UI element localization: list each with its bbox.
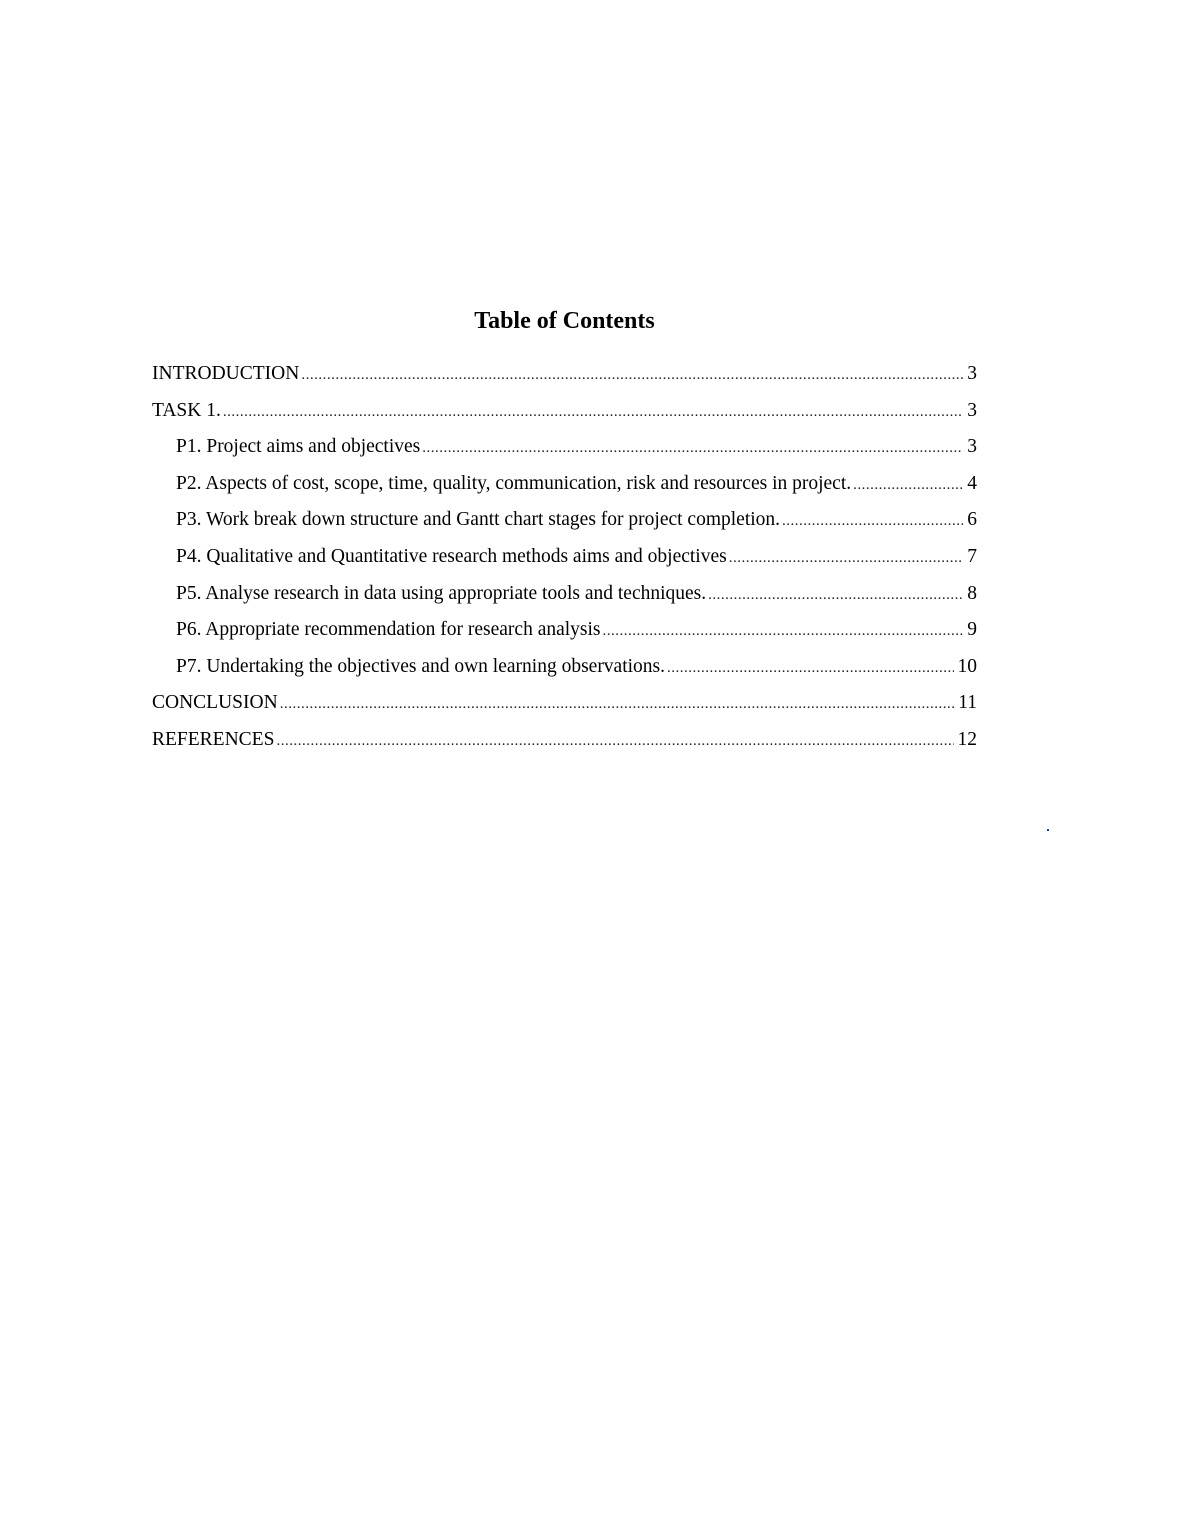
toc-list	[152, 356, 977, 759]
toc-entry-label: P7. Undertaking the objectives and own learning observations.	[176, 655, 666, 677]
toc-entry-label: P3. Work break down structure and Gantt chart stages for project completion.	[176, 509, 781, 531]
toc-entry-label: P4. Qualitative and Quantitative research methods aims and objectives	[176, 545, 727, 567]
toc-page-number: 3	[967, 436, 977, 458]
toc-entry-label: REFERENCES	[152, 728, 275, 750]
toc-dot-leader	[301, 357, 963, 394]
toc-dot-leader	[782, 503, 963, 540]
toc-dot-leader	[729, 540, 964, 577]
toc-dot-leader	[853, 467, 963, 504]
toc-dot-leader	[223, 394, 963, 431]
toc-page-number: 6	[967, 509, 977, 531]
toc-entry-references[interactable]	[152, 722, 977, 759]
toc-entry-conclusion[interactable]	[152, 685, 977, 722]
toc-dot-leader	[708, 577, 963, 614]
toc-entry-label: TASK 1.	[152, 399, 221, 421]
toc-page-number: 8	[967, 582, 977, 604]
toc-page-number: 10	[957, 655, 977, 677]
toc-dot-leader	[280, 686, 955, 723]
toc-page-number: 3	[967, 363, 977, 384]
toc-dot-leader	[422, 430, 963, 467]
toc-entry-introduction[interactable]	[152, 356, 977, 393]
toc-page-number: 3	[967, 399, 977, 421]
toc-entry-label: P6. Appropriate recommendation for research analysis	[176, 619, 601, 641]
toc-entry-label: P5. Analyse research in data using appropriate tools and techniques.	[176, 582, 707, 604]
toc-entry-p2[interactable]	[152, 466, 977, 503]
toc-entry-p7[interactable]	[152, 649, 977, 686]
toc-entry-label: CONCLUSION	[152, 692, 278, 714]
toc-page-number: 4	[967, 472, 977, 494]
toc-title: Table of Contents	[474, 308, 655, 334]
toc-entry-label: P1. Project aims and objectives	[176, 436, 421, 458]
toc-entry-p3[interactable]	[152, 502, 977, 539]
toc-page-number: 12	[957, 728, 977, 750]
stray-blue-mark	[1047, 829, 1049, 831]
toc-entry-p1[interactable]	[152, 429, 977, 466]
toc-page-number: 7	[967, 545, 977, 567]
toc-entry-p6[interactable]	[152, 612, 977, 649]
toc-entry-label: P2. Aspects of cost, scope, time, quality, communication, risk and resources in project.	[176, 472, 852, 494]
toc-entry-label: INTRODUCTION	[152, 363, 300, 384]
toc-entry-p5[interactable]	[152, 576, 977, 613]
toc-entry-task-1[interactable]	[152, 393, 977, 430]
toc-dot-leader	[276, 723, 953, 760]
toc-entry-p4[interactable]	[152, 539, 977, 576]
toc-dot-leader	[603, 613, 964, 650]
toc-page-number: 11	[958, 692, 977, 714]
toc-dot-leader	[667, 650, 953, 687]
toc-page-number: 9	[967, 619, 977, 641]
